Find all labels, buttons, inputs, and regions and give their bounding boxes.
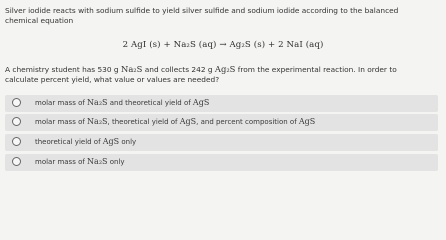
radio-button-icon[interactable]	[12, 137, 21, 146]
question-intro-line2: chemical equation	[5, 16, 74, 25]
scenario-reactant: Na₂S	[120, 64, 143, 74]
scenario-text-2: and collects 242 g	[142, 65, 215, 74]
answer-choice-1[interactable]	[5, 95, 438, 112]
scenario-text-1: A chemistry student has 530 g	[5, 65, 121, 74]
answer-choice-2[interactable]	[5, 114, 438, 131]
question-scenario-line1	[5, 65, 397, 74]
answer-choice-label: molar mass of Na₂S and theoretical yield of AgS	[35, 98, 210, 107]
question-scenario-line2: calculate percent yield, what value or values are needed?	[5, 75, 220, 84]
answer-choice-label: molar mass of Na₂S only	[35, 157, 125, 166]
answer-choice-4[interactable]	[5, 154, 438, 171]
scenario-text-3: from the experimental reaction. In order to	[235, 65, 397, 74]
radio-button-icon[interactable]	[12, 98, 21, 107]
question-intro-line1: Silver iodide reacts with sodium sulfide to yield silver sulfide and sodium iodide according to the balanced	[5, 6, 399, 15]
scenario-product: Ag₂S	[214, 64, 236, 74]
radio-button-icon[interactable]	[12, 157, 21, 166]
chemical-equation: 2 AgI (s) + Na₂S (aq) → Ag₂S (s) + 2 NaI (aq)	[122, 40, 324, 50]
answer-choice-label: theoretical yield of AgS only	[35, 137, 137, 146]
answer-choice-label: molar mass of Na₂S, theoretical yield of AgS, and percent composition of AgS	[35, 117, 316, 126]
answer-choice-3[interactable]	[5, 134, 438, 151]
radio-button-icon[interactable]	[12, 117, 21, 126]
